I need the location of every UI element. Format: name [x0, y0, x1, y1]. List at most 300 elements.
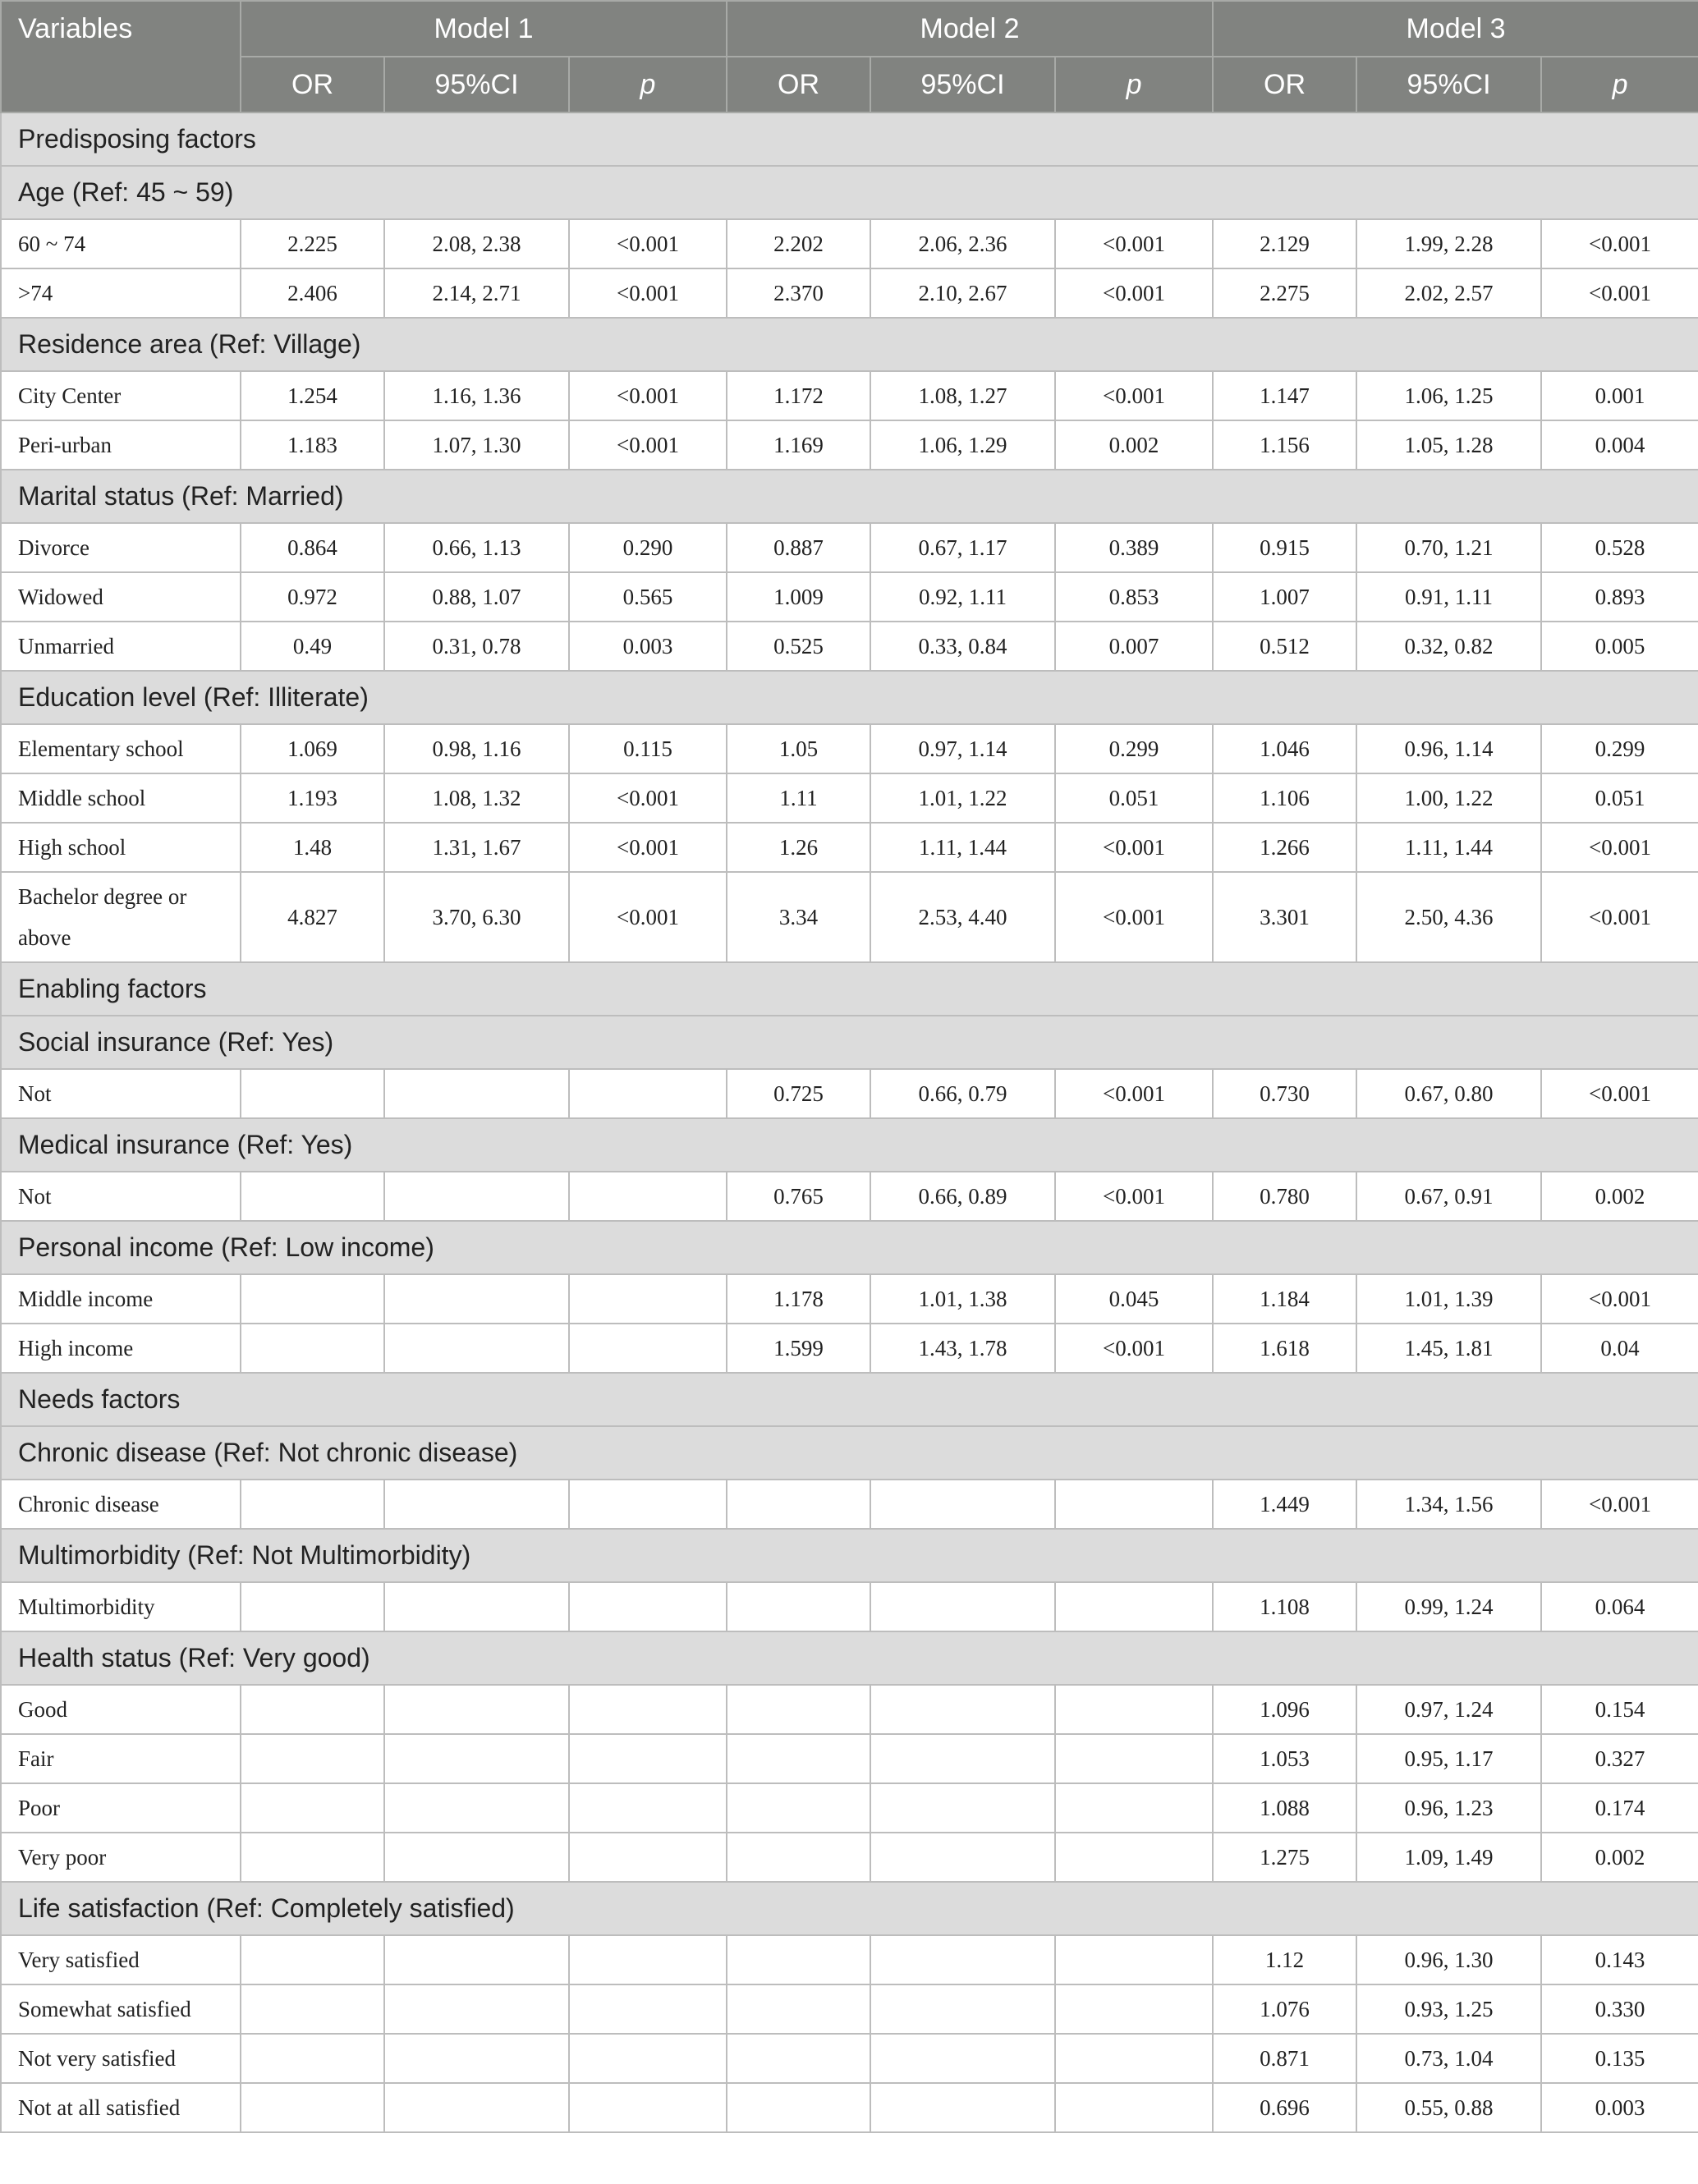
group-header-row — [1, 166, 1698, 219]
table-row — [1, 1984, 1698, 2034]
model-2-ci-cell: 1.01, 1.38 — [870, 1274, 1055, 1324]
model-2-p-cell: 0.853 — [1055, 572, 1213, 622]
model-2-ci-cell — [870, 1833, 1055, 1882]
model-1-or-cell: 1.48 — [241, 823, 384, 872]
model-2-p-cell — [1055, 1935, 1213, 1984]
model-2-or-cell — [727, 1984, 870, 2034]
model-3-or-cell: 1.275 — [1213, 1833, 1356, 1882]
model-3-or-cell: 1.046 — [1213, 724, 1356, 773]
table-row — [1, 1833, 1698, 1882]
model-2-or-cell: 0.887 — [727, 523, 870, 572]
model-3-ci-cell: 1.00, 1.22 — [1356, 773, 1541, 823]
model-1-or-cell: 0.49 — [241, 622, 384, 671]
group-header-row — [1, 1529, 1698, 1582]
model-1-ci-cell: 0.88, 1.07 — [384, 572, 569, 622]
row-label: Bachelor degree or above — [1, 872, 241, 962]
group-header-row — [1, 470, 1698, 523]
model-3-or-cell: 0.512 — [1213, 622, 1356, 671]
model-1-ci-cell — [384, 1935, 569, 1984]
model-1-p-cell: 0.565 — [569, 572, 727, 622]
model-3-p-cell: 0.002 — [1541, 1833, 1698, 1882]
model-1-ci-cell: 0.31, 0.78 — [384, 622, 569, 671]
row-label: Not — [1, 1172, 241, 1221]
model-1-p-cell — [569, 2034, 727, 2083]
model-2-or-cell: 1.172 — [727, 371, 870, 420]
table-row — [1, 724, 1698, 773]
model-2-ci-cell — [870, 1685, 1055, 1734]
model-3-or-cell: 1.053 — [1213, 1734, 1356, 1783]
model-3-ci-cell: 1.09, 1.49 — [1356, 1833, 1541, 1882]
group-header-row — [1, 1221, 1698, 1274]
row-label: Middle school — [1, 773, 241, 823]
row-label: City Center — [1, 371, 241, 420]
model-3-or-cell: 1.076 — [1213, 1984, 1356, 2034]
model-2-p-cell: 0.299 — [1055, 724, 1213, 773]
model-2-p-cell: <0.001 — [1055, 371, 1213, 420]
model-3-ci-cell: 1.05, 1.28 — [1356, 420, 1541, 470]
group-label: Social insurance (Ref: Yes) — [1, 1016, 1698, 1069]
model-3-p-cell: <0.001 — [1541, 1480, 1698, 1529]
model-1-or-cell: 0.972 — [241, 572, 384, 622]
model-2-or-cell — [727, 1734, 870, 1783]
model-1-p-cell: 0.003 — [569, 622, 727, 671]
model-2-ci-cell: 1.06, 1.29 — [870, 420, 1055, 470]
row-label: Poor — [1, 1783, 241, 1833]
model-3-ci-cell: 1.01, 1.39 — [1356, 1274, 1541, 1324]
group-label: Health status (Ref: Very good) — [1, 1631, 1698, 1685]
model-1-ci-cell: 1.31, 1.67 — [384, 823, 569, 872]
model-1-ci-cell: 1.08, 1.32 — [384, 773, 569, 823]
header-variables: Variables — [1, 1, 241, 112]
row-label: Chronic disease — [1, 1480, 241, 1529]
model-2-p-cell: <0.001 — [1055, 823, 1213, 872]
model-1-ci-cell — [384, 1274, 569, 1324]
table-row — [1, 1480, 1698, 1529]
model-3-p-cell: 0.893 — [1541, 572, 1698, 622]
model-2-ci-cell: 1.08, 1.27 — [870, 371, 1055, 420]
model-2-p-cell — [1055, 2034, 1213, 2083]
model-3-or-cell: 1.12 — [1213, 1935, 1356, 1984]
model-3-p-cell: <0.001 — [1541, 823, 1698, 872]
model-1-p-cell: <0.001 — [569, 823, 727, 872]
model-3-p-cell: 0.004 — [1541, 420, 1698, 470]
model-1-ci-cell: 2.08, 2.38 — [384, 219, 569, 268]
model-1-ci-cell — [384, 1582, 569, 1631]
model-3-ci-cell: 0.95, 1.17 — [1356, 1734, 1541, 1783]
model-2-p-cell: <0.001 — [1055, 268, 1213, 318]
model-2-or-cell: 1.05 — [727, 724, 870, 773]
header-p: p — [1541, 57, 1698, 112]
model-1-p-cell — [569, 1274, 727, 1324]
model-1-or-cell: 1.193 — [241, 773, 384, 823]
model-2-or-cell: 0.525 — [727, 622, 870, 671]
table-row — [1, 572, 1698, 622]
table-row — [1, 1734, 1698, 1783]
model-3-or-cell: 3.301 — [1213, 872, 1356, 962]
model-2-or-cell: 2.370 — [727, 268, 870, 318]
model-1-or-cell: 1.254 — [241, 371, 384, 420]
model-2-ci-cell — [870, 1935, 1055, 1984]
model-1-ci-cell: 3.70, 6.30 — [384, 872, 569, 962]
model-3-p-cell: 0.327 — [1541, 1734, 1698, 1783]
model-1-p-cell — [569, 1582, 727, 1631]
model-3-ci-cell: 0.99, 1.24 — [1356, 1582, 1541, 1631]
model-3-or-cell: 1.088 — [1213, 1783, 1356, 1833]
model-1-ci-cell — [384, 1480, 569, 1529]
model-1-or-cell — [241, 1935, 384, 1984]
model-1-p-cell: 0.115 — [569, 724, 727, 773]
model-3-or-cell: 1.618 — [1213, 1324, 1356, 1373]
model-3-p-cell: 0.135 — [1541, 2034, 1698, 2083]
model-2-p-cell: <0.001 — [1055, 1069, 1213, 1118]
table-row — [1, 2034, 1698, 2083]
header-model-1: Model 1 — [241, 1, 727, 57]
model-3-or-cell: 1.007 — [1213, 572, 1356, 622]
table-row — [1, 823, 1698, 872]
model-2-p-cell: 0.007 — [1055, 622, 1213, 671]
model-1-p-cell: <0.001 — [569, 872, 727, 962]
group-header-row — [1, 318, 1698, 371]
model-2-p-cell — [1055, 1734, 1213, 1783]
model-1-p-cell: <0.001 — [569, 219, 727, 268]
model-3-ci-cell: 0.96, 1.14 — [1356, 724, 1541, 773]
group-header-row — [1, 1426, 1698, 1480]
model-1-ci-cell: 2.14, 2.71 — [384, 268, 569, 318]
model-2-or-cell: 1.11 — [727, 773, 870, 823]
model-2-ci-cell — [870, 1783, 1055, 1833]
group-label: Life satisfaction (Ref: Completely satisfied) — [1, 1882, 1698, 1935]
model-2-or-cell — [727, 1685, 870, 1734]
model-1-p-cell — [569, 1480, 727, 1529]
model-1-ci-cell — [384, 2034, 569, 2083]
table-row — [1, 773, 1698, 823]
header-model-2: Model 2 — [727, 1, 1213, 57]
model-2-p-cell: 0.389 — [1055, 523, 1213, 572]
header-ci: 95%CI — [1356, 57, 1541, 112]
table-row — [1, 219, 1698, 268]
model-1-p-cell — [569, 1069, 727, 1118]
group-header-row — [1, 1118, 1698, 1172]
model-1-or-cell — [241, 1734, 384, 1783]
model-1-ci-cell — [384, 1734, 569, 1783]
model-2-ci-cell: 0.66, 0.89 — [870, 1172, 1055, 1221]
model-1-or-cell — [241, 1324, 384, 1373]
table-row — [1, 1274, 1698, 1324]
model-2-p-cell: <0.001 — [1055, 219, 1213, 268]
group-label: Residence area (Ref: Village) — [1, 318, 1698, 371]
model-3-p-cell: <0.001 — [1541, 219, 1698, 268]
model-3-ci-cell: 0.96, 1.23 — [1356, 1783, 1541, 1833]
table-row — [1, 420, 1698, 470]
model-3-ci-cell: 0.93, 1.25 — [1356, 1984, 1541, 2034]
model-3-or-cell: 1.449 — [1213, 1480, 1356, 1529]
model-3-or-cell: 0.915 — [1213, 523, 1356, 572]
model-3-p-cell: 0.005 — [1541, 622, 1698, 671]
model-2-p-cell — [1055, 2083, 1213, 2132]
model-1-ci-cell: 0.98, 1.16 — [384, 724, 569, 773]
model-3-or-cell: 0.871 — [1213, 2034, 1356, 2083]
model-2-or-cell: 2.202 — [727, 219, 870, 268]
model-1-or-cell — [241, 1685, 384, 1734]
table-row — [1, 622, 1698, 671]
model-1-p-cell — [569, 1935, 727, 1984]
model-3-or-cell: 0.696 — [1213, 2083, 1356, 2132]
model-3-ci-cell: 0.97, 1.24 — [1356, 1685, 1541, 1734]
model-2-ci-cell — [870, 2034, 1055, 2083]
model-2-ci-cell: 1.01, 1.22 — [870, 773, 1055, 823]
model-3-or-cell: 1.096 — [1213, 1685, 1356, 1734]
group-header-row — [1, 1016, 1698, 1069]
model-1-ci-cell: 1.16, 1.36 — [384, 371, 569, 420]
model-3-p-cell: <0.001 — [1541, 1274, 1698, 1324]
model-3-ci-cell: 0.91, 1.11 — [1356, 572, 1541, 622]
group-label: Multimorbidity (Ref: Not Multimorbidity) — [1, 1529, 1698, 1582]
group-label: Marital status (Ref: Married) — [1, 470, 1698, 523]
model-3-p-cell: 0.003 — [1541, 2083, 1698, 2132]
model-3-or-cell: 2.275 — [1213, 268, 1356, 318]
row-label: High income — [1, 1324, 241, 1373]
model-2-p-cell: 0.045 — [1055, 1274, 1213, 1324]
model-2-or-cell: 1.599 — [727, 1324, 870, 1373]
row-label: 60 ~ 74 — [1, 219, 241, 268]
model-1-p-cell — [569, 1172, 727, 1221]
model-3-ci-cell: 0.67, 0.91 — [1356, 1172, 1541, 1221]
model-3-or-cell: 0.730 — [1213, 1069, 1356, 1118]
model-3-ci-cell: 0.73, 1.04 — [1356, 2034, 1541, 2083]
model-2-or-cell: 1.009 — [727, 572, 870, 622]
model-3-or-cell: 1.108 — [1213, 1582, 1356, 1631]
model-3-ci-cell: 0.70, 1.21 — [1356, 523, 1541, 572]
model-1-p-cell — [569, 1734, 727, 1783]
model-1-or-cell — [241, 2083, 384, 2132]
group-header-row — [1, 1631, 1698, 1685]
model-2-or-cell: 0.725 — [727, 1069, 870, 1118]
table-row — [1, 1069, 1698, 1118]
row-label: Elementary school — [1, 724, 241, 773]
model-2-p-cell — [1055, 1833, 1213, 1882]
model-1-or-cell: 2.225 — [241, 219, 384, 268]
model-1-ci-cell — [384, 1324, 569, 1373]
model-2-or-cell: 1.26 — [727, 823, 870, 872]
model-2-ci-cell: 0.92, 1.11 — [870, 572, 1055, 622]
model-3-p-cell: 0.001 — [1541, 371, 1698, 420]
model-3-or-cell: 1.106 — [1213, 773, 1356, 823]
model-1-or-cell — [241, 1582, 384, 1631]
model-3-ci-cell: 0.67, 0.80 — [1356, 1069, 1541, 1118]
model-3-or-cell: 1.266 — [1213, 823, 1356, 872]
model-2-p-cell — [1055, 1480, 1213, 1529]
model-1-ci-cell — [384, 1172, 569, 1221]
group-label: Age (Ref: 45 ~ 59) — [1, 166, 1698, 219]
model-3-ci-cell: 0.96, 1.30 — [1356, 1935, 1541, 1984]
header-p: p — [1055, 57, 1213, 112]
model-1-ci-cell — [384, 1833, 569, 1882]
table-row — [1, 371, 1698, 420]
model-3-ci-cell: 1.45, 1.81 — [1356, 1324, 1541, 1373]
model-1-p-cell — [569, 1685, 727, 1734]
model-3-or-cell: 1.156 — [1213, 420, 1356, 470]
header-ci: 95%CI — [384, 57, 569, 112]
row-label: >74 — [1, 268, 241, 318]
model-1-or-cell — [241, 1480, 384, 1529]
model-1-p-cell — [569, 1833, 727, 1882]
row-label: Somewhat satisfied — [1, 1984, 241, 2034]
model-1-ci-cell — [384, 2083, 569, 2132]
model-2-p-cell: 0.051 — [1055, 773, 1213, 823]
table-row — [1, 1582, 1698, 1631]
model-1-p-cell — [569, 2083, 727, 2132]
model-2-or-cell: 1.169 — [727, 420, 870, 470]
group-label: Chronic disease (Ref: Not chronic disease) — [1, 1426, 1698, 1480]
group-label: Needs factors — [1, 1373, 1698, 1426]
model-2-ci-cell: 0.97, 1.14 — [870, 724, 1055, 773]
row-label: Very poor — [1, 1833, 241, 1882]
table-row — [1, 523, 1698, 572]
model-2-or-cell: 3.34 — [727, 872, 870, 962]
group-header-row — [1, 1882, 1698, 1935]
model-2-ci-cell: 0.67, 1.17 — [870, 523, 1055, 572]
model-2-ci-cell — [870, 2083, 1055, 2132]
group-header-row — [1, 1373, 1698, 1426]
table-row — [1, 1172, 1698, 1221]
row-label: Not — [1, 1069, 241, 1118]
row-label: Not at all satisfied — [1, 2083, 241, 2132]
model-1-ci-cell: 1.07, 1.30 — [384, 420, 569, 470]
table-body — [1, 112, 1698, 2132]
model-2-p-cell: <0.001 — [1055, 1324, 1213, 1373]
model-2-p-cell — [1055, 1582, 1213, 1631]
model-2-ci-cell: 1.43, 1.78 — [870, 1324, 1055, 1373]
group-label: Education level (Ref: Illiterate) — [1, 671, 1698, 724]
model-1-ci-cell — [384, 1069, 569, 1118]
model-3-ci-cell: 2.50, 4.36 — [1356, 872, 1541, 962]
group-label: Medical insurance (Ref: Yes) — [1, 1118, 1698, 1172]
model-1-or-cell — [241, 1069, 384, 1118]
model-2-p-cell — [1055, 1783, 1213, 1833]
model-2-ci-cell — [870, 1582, 1055, 1631]
model-1-p-cell: 0.290 — [569, 523, 727, 572]
model-2-or-cell — [727, 2083, 870, 2132]
model-2-ci-cell: 2.10, 2.67 — [870, 268, 1055, 318]
model-3-p-cell: 0.002 — [1541, 1172, 1698, 1221]
row-label: Good — [1, 1685, 241, 1734]
model-2-or-cell — [727, 1783, 870, 1833]
header-p: p — [569, 57, 727, 112]
row-label: Widowed — [1, 572, 241, 622]
group-header-row — [1, 112, 1698, 166]
table-row — [1, 1324, 1698, 1373]
model-3-ci-cell: 2.02, 2.57 — [1356, 268, 1541, 318]
model-1-or-cell — [241, 1783, 384, 1833]
model-2-ci-cell: 0.66, 0.79 — [870, 1069, 1055, 1118]
row-label: Fair — [1, 1734, 241, 1783]
row-label: Very satisfied — [1, 1935, 241, 1984]
row-label: Multimorbidity — [1, 1582, 241, 1631]
model-2-ci-cell: 2.06, 2.36 — [870, 219, 1055, 268]
row-label: Not very satisfied — [1, 2034, 241, 2083]
model-2-p-cell: <0.001 — [1055, 1172, 1213, 1221]
model-1-p-cell: <0.001 — [569, 773, 727, 823]
group-header-row — [1, 671, 1698, 724]
model-3-or-cell: 1.147 — [1213, 371, 1356, 420]
model-3-p-cell: 0.528 — [1541, 523, 1698, 572]
model-3-p-cell: <0.001 — [1541, 872, 1698, 962]
table-row — [1, 1935, 1698, 1984]
model-3-p-cell: 0.064 — [1541, 1582, 1698, 1631]
model-2-ci-cell — [870, 1480, 1055, 1529]
row-label: Peri-urban — [1, 420, 241, 470]
model-2-p-cell — [1055, 1685, 1213, 1734]
table-row — [1, 1685, 1698, 1734]
model-1-or-cell: 0.864 — [241, 523, 384, 572]
model-3-or-cell: 0.780 — [1213, 1172, 1356, 1221]
group-label: Predisposing factors — [1, 112, 1698, 166]
header-model-3: Model 3 — [1213, 1, 1698, 57]
model-2-ci-cell: 0.33, 0.84 — [870, 622, 1055, 671]
model-1-p-cell: <0.001 — [569, 420, 727, 470]
model-3-p-cell: 0.154 — [1541, 1685, 1698, 1734]
header-or: OR — [241, 57, 384, 112]
model-1-or-cell: 2.406 — [241, 268, 384, 318]
model-1-ci-cell: 0.66, 1.13 — [384, 523, 569, 572]
model-1-ci-cell — [384, 1685, 569, 1734]
model-1-p-cell: <0.001 — [569, 371, 727, 420]
model-1-or-cell — [241, 1274, 384, 1324]
header-ci: 95%CI — [870, 57, 1055, 112]
model-3-p-cell: 0.051 — [1541, 773, 1698, 823]
model-1-p-cell: <0.001 — [569, 268, 727, 318]
model-2-or-cell — [727, 1833, 870, 1882]
model-1-or-cell: 1.069 — [241, 724, 384, 773]
model-3-ci-cell: 1.11, 1.44 — [1356, 823, 1541, 872]
model-2-or-cell — [727, 2034, 870, 2083]
model-2-ci-cell: 1.11, 1.44 — [870, 823, 1055, 872]
model-3-ci-cell: 0.55, 0.88 — [1356, 2083, 1541, 2132]
model-1-or-cell — [241, 1984, 384, 2034]
model-2-ci-cell: 2.53, 4.40 — [870, 872, 1055, 962]
model-1-or-cell: 1.183 — [241, 420, 384, 470]
group-header-row — [1, 962, 1698, 1016]
row-label: Middle income — [1, 1274, 241, 1324]
model-3-ci-cell: 1.06, 1.25 — [1356, 371, 1541, 420]
model-3-ci-cell: 1.99, 2.28 — [1356, 219, 1541, 268]
model-3-p-cell: 0.330 — [1541, 1984, 1698, 2034]
table-header — [1, 1, 1698, 112]
model-3-p-cell: 0.143 — [1541, 1935, 1698, 1984]
header-or: OR — [727, 57, 870, 112]
model-1-or-cell — [241, 1833, 384, 1882]
model-3-p-cell: <0.001 — [1541, 1069, 1698, 1118]
model-3-p-cell: 0.04 — [1541, 1324, 1698, 1373]
model-3-p-cell: <0.001 — [1541, 268, 1698, 318]
model-2-p-cell: 0.002 — [1055, 420, 1213, 470]
table-row — [1, 2083, 1698, 2132]
model-3-p-cell: 0.174 — [1541, 1783, 1698, 1833]
model-1-p-cell — [569, 1783, 727, 1833]
model-2-p-cell — [1055, 1984, 1213, 2034]
model-1-p-cell — [569, 1324, 727, 1373]
row-label: High school — [1, 823, 241, 872]
header-or: OR — [1213, 57, 1356, 112]
model-2-p-cell: <0.001 — [1055, 872, 1213, 962]
row-label: Divorce — [1, 523, 241, 572]
row-label: Unmarried — [1, 622, 241, 671]
model-3-p-cell: 0.299 — [1541, 724, 1698, 773]
model-1-p-cell — [569, 1984, 727, 2034]
model-1-or-cell: 4.827 — [241, 872, 384, 962]
model-3-or-cell: 2.129 — [1213, 219, 1356, 268]
table-row — [1, 268, 1698, 318]
